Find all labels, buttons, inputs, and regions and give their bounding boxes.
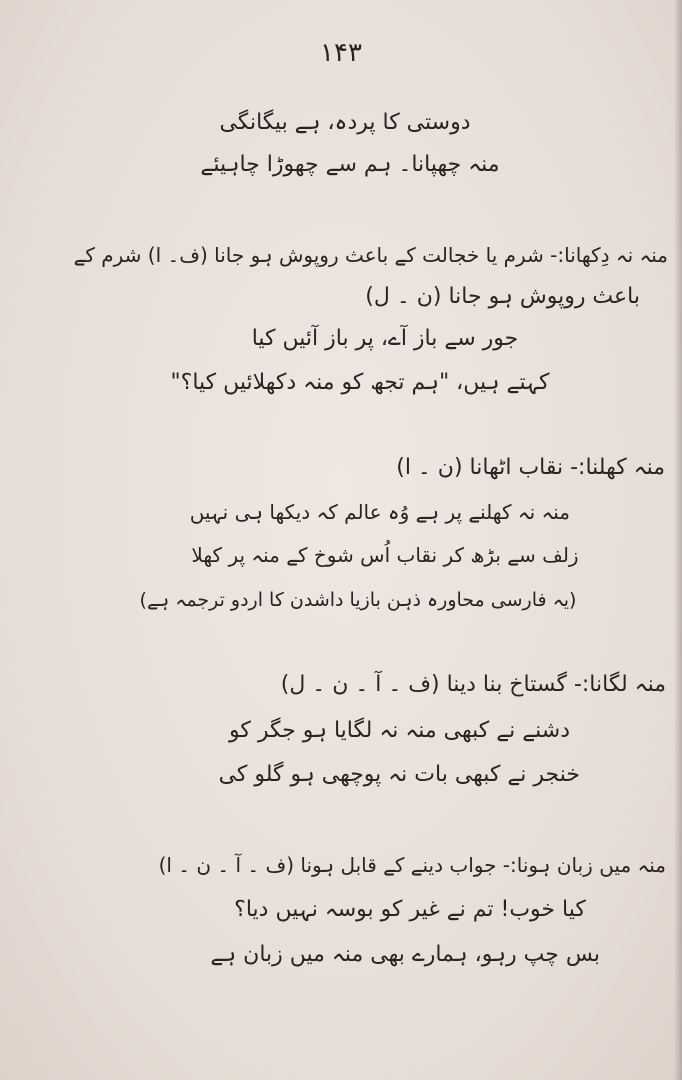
verse-line: منہ نہ کھلنے پر ہے وُہ عالم کہ دیکھا ہی نہیں <box>189 500 570 524</box>
note-line: (یہ فارسی محاورہ ذہن بازیا داشدن کا اردو ترجمہ ہے) <box>139 589 577 611</box>
entry-continuation: باعث روپوش ہو جانا (ن ۔ ل) <box>365 284 640 309</box>
page-number: ۱۴۳ <box>320 38 362 68</box>
verse-line: خنجر نے کبھی بات نہ پوچھی ہو گلو کی <box>218 762 580 787</box>
entry-headword-line: منہ لگانا:- گستاخ بنا دینا (ف ۔ آ ۔ ن ۔ ل) <box>280 672 666 697</box>
page-edge-shadow <box>674 0 682 1080</box>
entry-headword-line: منہ نہ دِکھانا:- شرم یا خجالت کے باعث روپوش ہو جانا (ف۔ ا) شرم کے <box>73 243 668 267</box>
verse-line: منہ چھپانا۔ ہم سے چھوڑا چاہیئے <box>200 152 500 177</box>
verse-line: دشنے نے کبھی منہ نہ لگایا ہو جگر کو <box>229 718 570 743</box>
verse-line: جور سے باز آے، پر باز آئیں کیا <box>251 326 519 351</box>
verse-line: کہتے ہیں، "ہم تجھ کو منہ دکھلائیں کیا؟" <box>170 370 550 395</box>
entry-headword-line: منہ کھلنا:- نقاب اٹھانا (ن ۔ ا) <box>396 455 665 480</box>
verse-line: دوستی کا پردہ، ہے بیگانگی <box>219 110 471 135</box>
verse-line: بس چپ رہو، ہمارے بھی منہ میں زبان ہے <box>210 942 600 967</box>
verse-line: کیا خوب! تم نے غیر کو بوسہ نہیں دیا؟ <box>234 897 586 922</box>
verse-line: زلف سے بڑھ کر نقاب اُس شوخ کے منہ پر کھلا <box>191 543 579 567</box>
entry-headword-line: منہ میں زبان ہونا:- جواب دینے کے قابل ہونا (ف ۔ آ ۔ ن ۔ ا) <box>158 853 666 877</box>
